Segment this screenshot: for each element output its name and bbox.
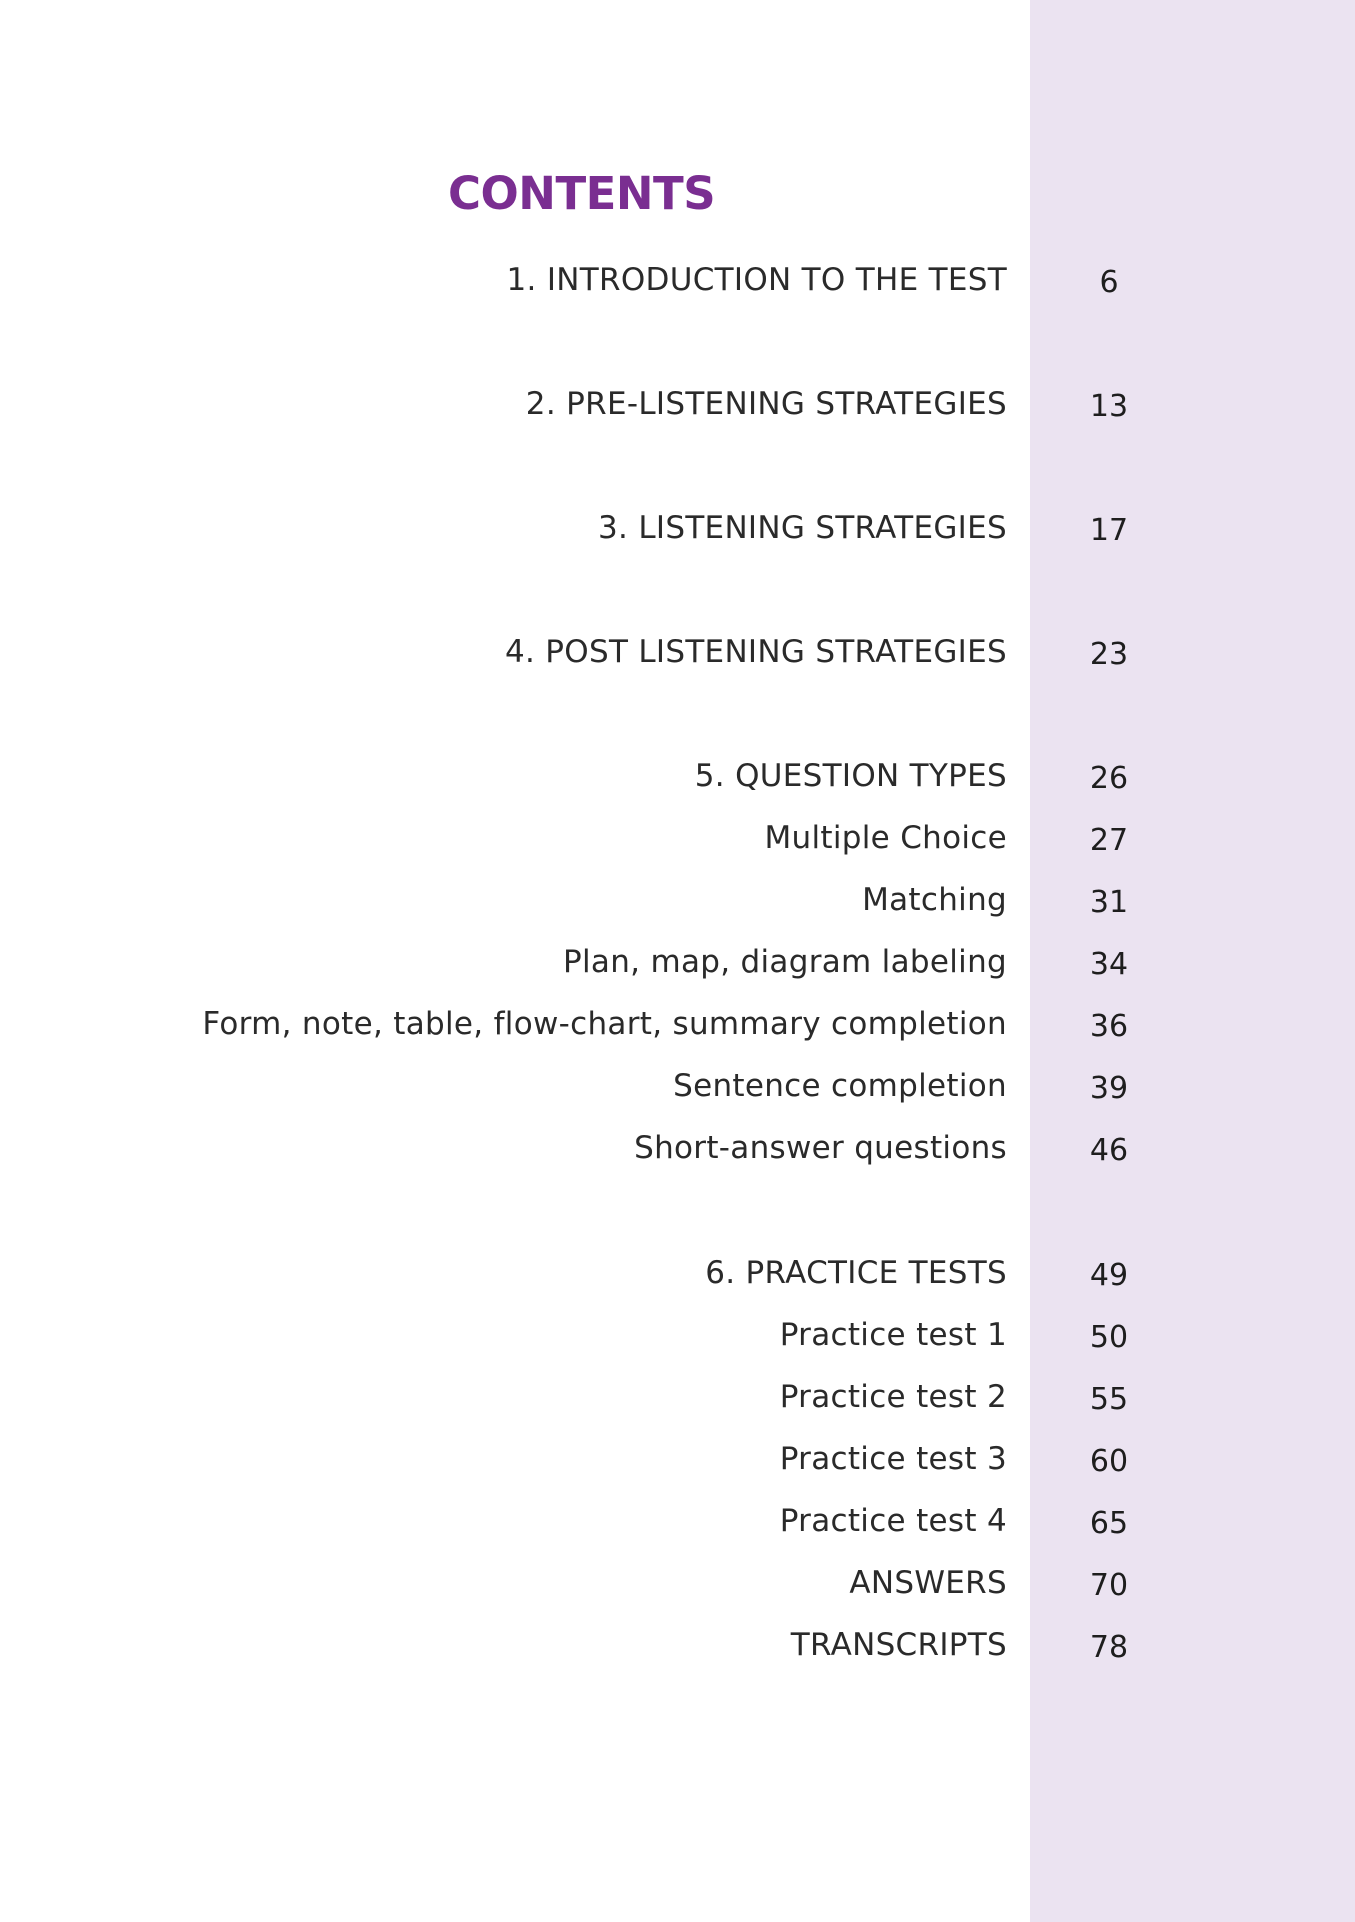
contents-heading: CONTENTS — [448, 167, 716, 220]
toc-entry-title: 2. PRE-LISTENING STRATEGIES — [525, 386, 1007, 422]
toc-entry-title: 6. PRACTICE TESTS — [705, 1255, 1007, 1291]
toc-entry[interactable] — [0, 934, 1355, 990]
toc-entry-title: 1. INTRODUCTION TO THE TEST — [506, 262, 1007, 298]
toc-entry-page: 60 — [1089, 1444, 1129, 1479]
toc-entry-title: 3. LISTENING STRATEGIES — [598, 510, 1007, 546]
toc-entry-page: 78 — [1089, 1630, 1129, 1665]
toc-entry-title: Matching — [862, 882, 1007, 918]
toc-entry-page: 50 — [1089, 1320, 1129, 1355]
toc-entry-title: Practice test 3 — [779, 1441, 1007, 1477]
toc-entry-title: Multiple Choice — [764, 820, 1007, 856]
toc-entry-title: 5. QUESTION TYPES — [694, 758, 1007, 794]
toc-entry[interactable] — [0, 1431, 1355, 1487]
toc-entry-page: 70 — [1089, 1568, 1129, 1603]
toc-entry-title: Plan, map, diagram labeling — [562, 944, 1007, 980]
toc-entry-page: 13 — [1089, 389, 1129, 424]
toc-entry-page: 23 — [1089, 637, 1129, 672]
toc-entry-title: Practice test 4 — [779, 1503, 1007, 1539]
toc-entry[interactable] — [0, 872, 1355, 928]
toc-entry[interactable] — [0, 500, 1355, 556]
toc-entry-page: 55 — [1089, 1382, 1129, 1417]
toc-entry[interactable] — [0, 1369, 1355, 1425]
toc-entry[interactable] — [0, 810, 1355, 866]
toc-entry[interactable] — [0, 1555, 1355, 1611]
toc-entry-title: Practice test 2 — [779, 1379, 1007, 1415]
toc-entry-page: 39 — [1089, 1071, 1129, 1106]
toc-entry-page: 27 — [1089, 823, 1129, 858]
toc-entry[interactable] — [0, 376, 1355, 432]
toc-entry[interactable] — [0, 1245, 1355, 1301]
toc-entry-title: Short-answer questions — [634, 1130, 1007, 1166]
toc-entry-page: 49 — [1089, 1258, 1129, 1293]
toc-entry-page: 34 — [1089, 947, 1129, 982]
toc-entry-page: 6 — [1099, 265, 1119, 300]
toc-entry[interactable] — [0, 252, 1355, 308]
toc-entry-title: Form, note, table, flow-chart, summary completion — [202, 1006, 1007, 1042]
toc-entry[interactable] — [0, 748, 1355, 804]
toc-entry[interactable] — [0, 624, 1355, 680]
toc-entry[interactable] — [0, 1493, 1355, 1549]
toc-entry-title: Practice test 1 — [779, 1317, 1007, 1353]
toc-entry[interactable] — [0, 1617, 1355, 1673]
toc-entry[interactable] — [0, 1120, 1355, 1176]
toc-entry-title: ANSWERS — [849, 1565, 1007, 1601]
toc-entry-page: 31 — [1089, 885, 1129, 920]
toc-entry-page: 36 — [1089, 1009, 1129, 1044]
toc-entry-page: 17 — [1089, 513, 1129, 548]
toc-entry-title: TRANSCRIPTS — [790, 1627, 1007, 1663]
toc-entry-page: 46 — [1089, 1133, 1129, 1168]
toc-entry[interactable] — [0, 1307, 1355, 1363]
toc-entry-page: 65 — [1089, 1506, 1129, 1541]
toc-entry[interactable] — [0, 1058, 1355, 1114]
toc-entry-page: 26 — [1089, 761, 1129, 796]
toc-entry-title: Sentence completion — [673, 1068, 1007, 1104]
toc-entry-title: 4. POST LISTENING STRATEGIES — [504, 634, 1007, 670]
toc-entry[interactable] — [0, 996, 1355, 1052]
